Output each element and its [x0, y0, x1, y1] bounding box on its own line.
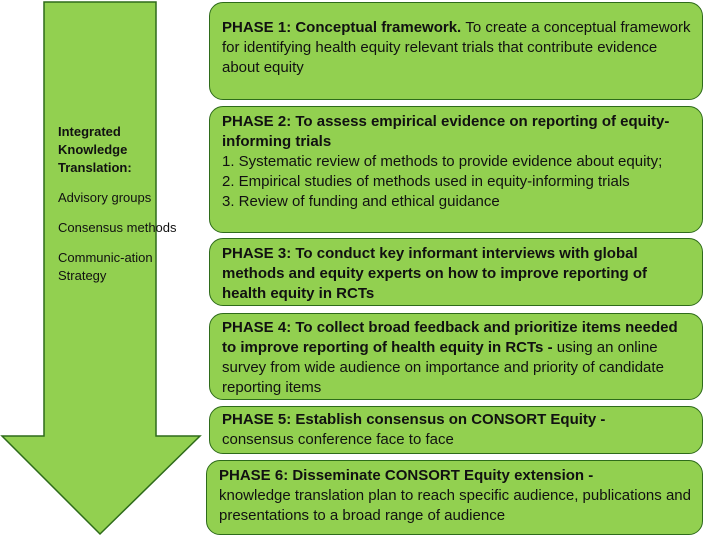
phase-2-item: 3. Review of funding and ethical guidance	[222, 193, 500, 210]
phase-3-box	[209, 238, 703, 306]
phase-6-title: PHASE 6: Disseminate CONSORT Equity extension -	[219, 467, 594, 484]
phase-3-title: PHASE 3: To conduct key informant interviews with global methods and equity experts on how to improve reporting of health equity in RCTs	[222, 245, 648, 302]
phase-2-list	[222, 152, 692, 212]
phase-1-body: To create a conceptual framework for identifying health equity relevant trials that contribute evidence about equity	[222, 19, 691, 76]
phase-2-box	[209, 106, 703, 233]
phase-2-item: 2. Empirical studies of methods used in equity-informing trials	[222, 173, 630, 190]
phase-2-item: 1. Systematic review of methods to provide evidence about equity;	[222, 153, 663, 170]
phase-5-body: consensus conference face to face	[222, 431, 454, 448]
phase-4-box	[209, 313, 703, 400]
phase-4-body: using an online survey from wide audience on importance and priority of candidate reporting items	[222, 339, 664, 396]
itk-item-communication-strategy: Communic-ation Strategy	[58, 250, 153, 283]
phase-6-box	[206, 460, 703, 535]
phase-6-body: knowledge translation plan to reach specific audience, publications and presentations to a broad range of audience	[219, 487, 691, 524]
phase-5-box	[209, 406, 703, 454]
phase-5-title: PHASE 5: Establish consensus on CONSORT Equity -	[222, 411, 606, 428]
phase-2-title: PHASE 2: To assess empirical evidence on reporting of equity-informing trials	[222, 113, 670, 150]
phase-1-box	[209, 2, 703, 100]
integrated-knowledge-translation	[58, 123, 178, 285]
itk-item-consensus-methods: Consensus methods	[58, 220, 177, 235]
phase-1-title: PHASE 1: Conceptual framework.	[222, 19, 466, 36]
itk-title: Integrated Knowledge Translation:	[58, 124, 132, 175]
phase-4-title: PHASE 4: To collect broad feedback and prioritize items needed to improve reporting of health equity in RCTs -	[222, 319, 678, 356]
itk-item-advisory-groups: Advisory groups	[58, 190, 152, 205]
